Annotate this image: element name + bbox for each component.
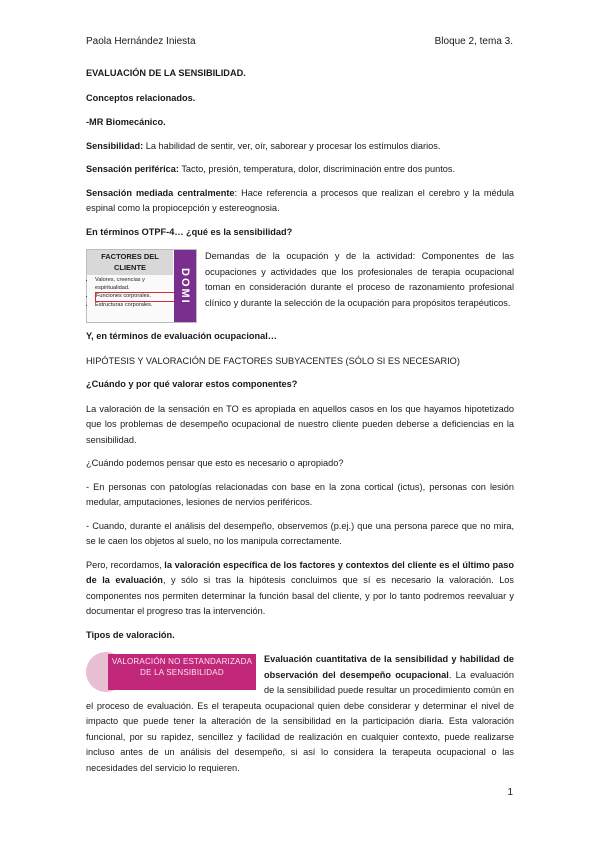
- mr-biomecanico: -MR Biomecánico.: [86, 117, 166, 127]
- def-sensibilidad: [86, 139, 514, 155]
- client-factors-figure: [86, 249, 197, 323]
- question-line: ¿Cuándo podemos pensar que esto es necesario o apropiado?: [86, 458, 344, 468]
- heading-conceptos: Conceptos relacionados.: [86, 92, 196, 103]
- paragraph: - Cuando, durante el análisis del desempeño, observemos (p.ej.) que una persona parece que no mira, se le caen los objetos al suelo, no los manipula correctamente.: [86, 520, 514, 546]
- banner-label: VALORACIÓN NO ESTANDARIZADA DE LA SENSIBILIDAD: [108, 654, 256, 690]
- heading-otpf: En términos OTPF-4… ¿qué es la sensibilidad?: [86, 226, 293, 237]
- otpf-text: Demandas de la ocupación y de la actividad: Componentes de las ocupaciones y actividades que los profesionales de terapia ocupacional toman en consideración durante el proceso de razonamiento profesional clínico y durante la selección de la ocupación para propósitos terapéuticos.: [205, 251, 514, 308]
- text-run: Pero, recordamos,: [86, 559, 165, 570]
- paragraph: La valoración de la sensación en TO es apropiada en aquellos casos en los que hayamos hipotetizado que los problemas de desempeño ocupacional de nuestro cliente pueden deberse a deficiencias en la sensibilidad.: [86, 403, 514, 445]
- figure-title: FACTORES DEL CLIENTE: [87, 250, 173, 275]
- heading-evaluacion: Y, en términos de evaluación ocupacional…: [86, 331, 277, 341]
- def-text: : Hace referencia a procesos que realizan el cerebro y la médula espinal como la propiocepción y estereognosia.: [86, 187, 514, 213]
- figure-item: • Estructuras corporales.: [95, 302, 175, 310]
- otpf-block: [86, 249, 514, 323]
- def-label: Sensación mediada centralmente: [86, 187, 235, 198]
- def-label: Sensación periférica:: [86, 164, 179, 174]
- text-run: , y sólo si tras la hipótesis concluimos que sí es necesario la valoración. Los componentes nos permiten determinar la función basal del cliente, y por lo tanto podremos reevaluar y documentar el progreso tras la intervención.: [86, 575, 515, 616]
- caps-line: HIPÓTESIS Y VALORACIÓN DE FACTORES SUBYACENTES (SÓLO SI ES NECESARIO): [86, 355, 460, 366]
- page-content: [86, 66, 514, 776]
- def-text: Tacto, presión, temperatura, dolor, discriminación entre dos puntos.: [178, 164, 456, 174]
- figure-item-highlighted: • Funciones corporales.: [95, 292, 175, 302]
- paragraph: - En personas con patologías relacionadas con base en la zona cortical (ictus), personas con lesión medular, amputaciones, lesiones de nervios periféricos.: [86, 481, 514, 507]
- def-text: La habilidad de sentir, ver, oír, saborear y procesar los estímulos diarios.: [143, 140, 441, 151]
- def-periferica: [86, 162, 514, 178]
- paragraph-ultimo-paso: [86, 558, 514, 620]
- heading-tipos: Tipos de valoración.: [86, 629, 175, 640]
- nvs-banner: [86, 652, 258, 694]
- figure-item: • Valores, creencias y espiritualidad.: [95, 277, 175, 292]
- figure-list: [89, 277, 175, 309]
- nvs-block: [86, 652, 514, 776]
- page-title: EVALUACIÓN DE LA SENSIBILIDAD.: [86, 68, 246, 78]
- header-section: Bloque 2, tema 3.: [434, 36, 513, 47]
- def-label: Sensibilidad:: [86, 140, 144, 151]
- text-run: . La evaluación de la sensibilidad puede resultar un procedimiento común en el proceso de evaluación. Es el terapeuta ocupacional quien debe considerar y determinar el nivel de impacto que puede tener la alteración de la sensibilidad en la participación diaria. Esta valoración funcional, por su rapidez, sencillez y facilidad de realización en cualquier contexto, puede realizarse incluso antes de un análisis del desempeño, si así lo considera la terapeuta ocupacional o las necesidades del servicio lo requieren.: [86, 669, 515, 773]
- text-run-bold: la valoración específica de los factores y contextos del cliente es el último paso de la evaluación: [86, 559, 514, 585]
- heading-cuando: ¿Cuándo y por qué valorar estos componentes?: [86, 379, 298, 389]
- def-mediada: [86, 186, 514, 217]
- figure-side-label: DOMI: [174, 250, 196, 322]
- text-run-bold: Evaluación cuantitativa de la sensibilidad y habilidad de observación del desempeño ocupacional: [264, 654, 514, 680]
- header-author: Paola Hernández Iniesta: [86, 36, 196, 47]
- page-number: 1: [507, 787, 513, 798]
